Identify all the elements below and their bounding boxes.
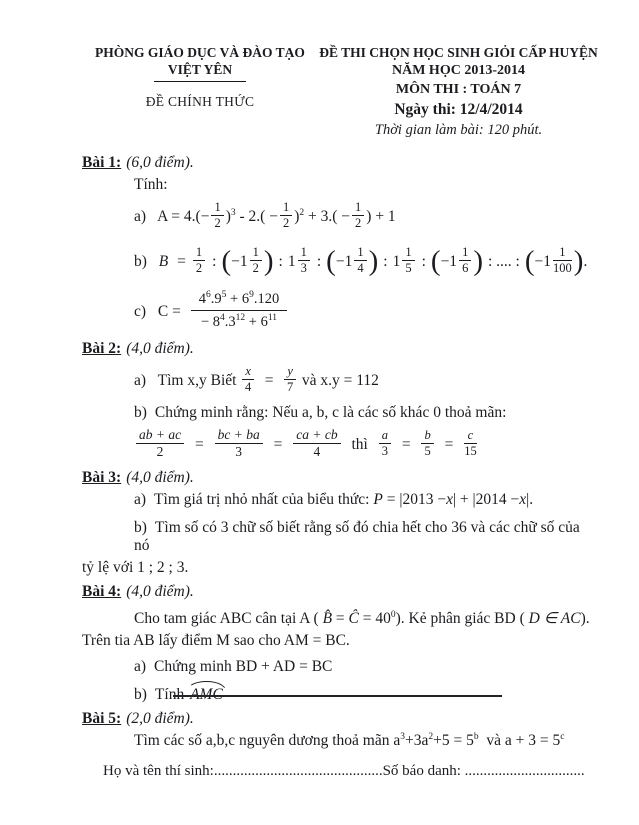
fraction: $\frac{bc + ba}{3}$ [215,428,263,459]
problem-4-heading: Bài 4: (4,0 điểm). [82,582,194,600]
problem-2-heading: Bài 2: (4,0 điểm). [82,339,194,357]
fraction: $\frac{1}{2}$ [250,246,262,275]
footer [103,763,585,780]
problem-2b-intro: b) Chứng minh rằng: Nếu a, b, c là các số khác 0 thoả mãn: [134,403,507,421]
problem-5-heading: Bài 5: (2,0 điểm). [82,709,194,727]
candidate-name-dots: ............................................. [213,763,383,779]
candidate-name-label: Họ và tên thí sinh: [103,763,214,779]
exam-title: ĐỀ THI CHỌN HỌC SINH GIỎI CẤP HUYỆN [319,45,598,60]
problem-1b-formula: b) B = $\frac{1}{2}$ : (−1 $\frac{1}{2}$ ) : 1 $\frac{1}{3}$ : (−1 $\frac{1}{4}$ ) : 1 $\frac{1}{5}$ : (−1 $\frac{1}{6}$ ) : .... : (−1 $\frac{1}{100}$ ). [134,244,588,277]
separator-line [173,695,502,697]
problem-3a: a) Tìm giá trị nhỏ nhất của biểu thức: P = |2013 −x| + |2014 −x|. [134,490,534,508]
problem-1-heading: Bài 1: (6,0 điểm). [82,154,194,172]
header-left [86,44,314,140]
fraction: $\frac{1}{2}$ [352,201,364,230]
problem-1-intro: Tính: [134,176,168,194]
district-name: VIỆT YÊN [86,62,314,82]
fraction: $\frac{a}{3}$ [379,429,391,458]
fraction: $\frac{b}{5}$ [421,429,433,458]
problem-3-heading: Bài 3: (4,0 điểm). [82,468,194,486]
official-exam-label: ĐỀ CHÍNH THỨC [145,93,255,109]
problem-5-statement: Tìm các số a,b,c nguyên dương thoả mãn $a^3+3a^2+5 = 5^b$ và $a + 3 = 5^c$ [134,731,565,749]
problem-4a: a) Chứng minh BD + AD = BC [134,657,333,675]
duration: Thời gian làm bài: 120 phút. [374,122,543,139]
fraction: $\frac{1}{2}$ [280,201,292,230]
subject: MÔN THI : TOÁN 7 [395,82,522,98]
registration-number-dots: ................................ [464,763,585,779]
big-fraction: $\frac{4^6.9^5 + 6^9.120}{- 8^4.3^{12} + 6^{11}}$ [191,290,287,331]
fraction: $\frac{1}{5}$ [402,246,414,275]
fraction: $\frac{ab + ac}{2}$ [136,428,184,459]
fraction: $\frac{1}{3}$ [298,246,310,275]
exam-date: Ngày thi: 12/4/2014 [394,101,523,118]
angle-amc: AMC [190,685,223,703]
school-year: NĂM HỌC 2013-2014 [392,63,525,79]
fraction: $\frac{ca + cb}{4}$ [293,428,340,459]
fraction: $\frac{1}{4}$ [354,246,366,275]
fraction: $\frac{c}{15}$ [464,427,477,458]
fraction: $\frac{x}{4}$ [242,365,254,394]
header-right [314,44,603,140]
fraction: $\frac{1}{6}$ [459,246,471,275]
problem-3b-line2: tỷ lệ với 1 ; 2 ; 3. [82,558,189,576]
issuing-office: PHÒNG GIÁO DỤC VÀ ĐÀO TẠO [95,45,305,60]
problem-3b-line1: b) Tìm số có 3 chữ số biết rằng số đó chia hết cho 36 và các chữ số của nó [134,518,580,554]
problem-2a: a) Tìm x,y Biết $\frac{x}{4}$ = $\frac{y}{7}$ và x.y = 112 [134,363,379,394]
problem-4-statement-line2: Trên tia AB lấy điểm M sao cho AM = BC. [82,631,350,649]
fraction: $\frac{y}{7}$ [284,365,296,394]
fraction: $\frac{1}{2}$ [211,201,223,230]
registration-number-label: Số báo danh: [382,763,461,779]
fraction: $\frac{1}{2}$ [193,246,205,275]
problem-4b: b) Tính AMC [134,685,223,703]
problem-4-statement-line1: Cho tam giác ABC cân tại A ( B̂ = Ĉ = $40^0$). Kẻ phân giác BD ( D ∈ AC). [134,609,590,627]
exam-body [0,140,639,749]
problem-1c-formula: c) C = $\frac{4^6.9^5 + 6^9.120}{- 8^4.3^{12} + 6^{11}}$ [134,290,593,334]
problem-1a-formula: a) A = 4.(− $\frac{1}{2}$ )$^3$ - 2.( − $\frac{1}{2}$ )$^2$ + 3.( − $\frac{1}{2}$ ) + 1 [134,200,396,231]
header [0,0,639,140]
problem-2b-equation: $\frac{ab + ac}{2}$ = $\frac{bc + ba}{3}$ = $\frac{ca + cb}{4}$ thì $\frac{a}{3}$ = $\frac{b}{5}$ = $\frac{c}{15}$ [134,427,593,463]
fraction: $\frac{1}{100}$ [553,245,572,276]
